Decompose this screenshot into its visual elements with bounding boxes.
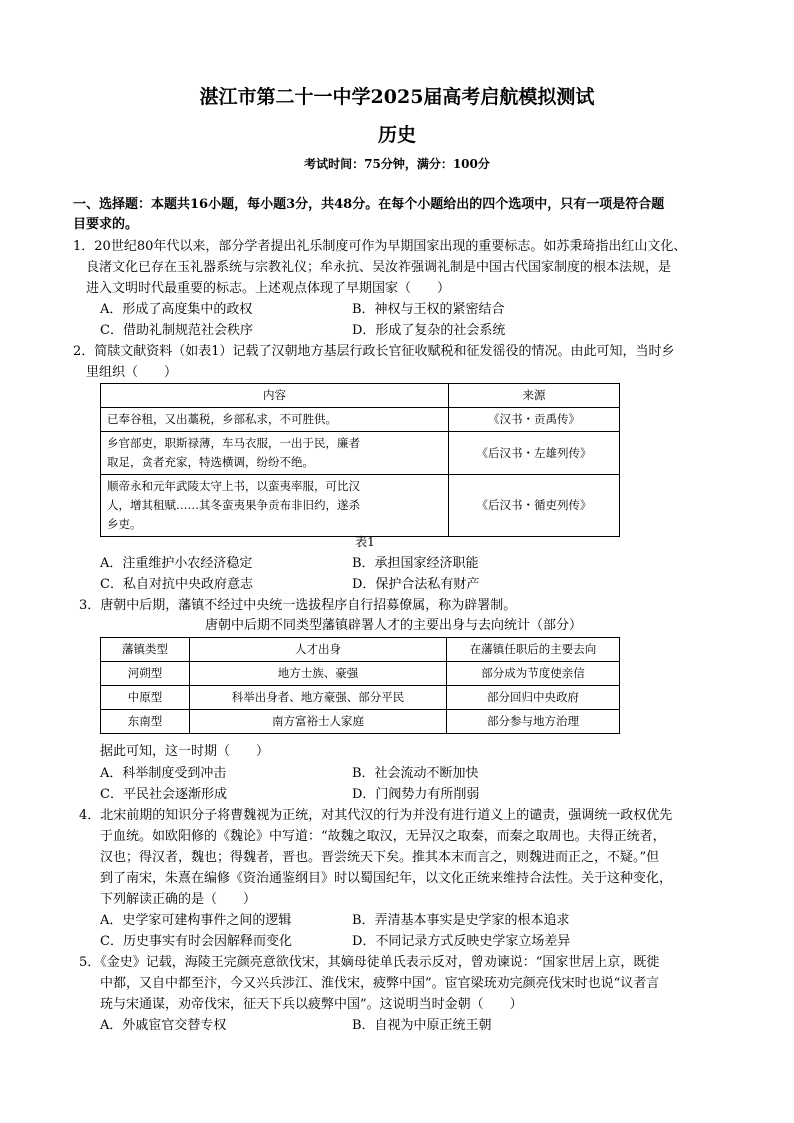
q1-option-b: B．神权与王权的紧密结合 bbox=[352, 302, 505, 317]
cell-line: 乡吏。 bbox=[107, 517, 142, 531]
q1-option-a: A．形成了高度集中的政权 bbox=[100, 302, 253, 317]
table-cell-content bbox=[101, 475, 449, 537]
table-cell: 部分成为节度使亲信 bbox=[447, 662, 620, 686]
q4-stem-line3: 汉也；得汉者，魏也；得魏者，晋也。晋尝统天下矣。推其本末而言之，则魏进而正之，不疑。”但 bbox=[100, 850, 660, 865]
q3-option-c: C．平民社会逐渐形成 bbox=[100, 787, 227, 802]
q3-option-d: D．门阀势力有所削弱 bbox=[352, 787, 480, 802]
table-header-row bbox=[101, 638, 620, 662]
cell-line: 取足，贪者充家，特选横调，纷纷不绝。 bbox=[107, 455, 314, 469]
q5-option-a: A．外戚宦官交替专权 bbox=[100, 1018, 227, 1033]
q2-table bbox=[100, 383, 620, 537]
table-header-cell: 内容 bbox=[101, 384, 449, 408]
table-cell: 部分回归中央政府 bbox=[447, 686, 620, 710]
q3-table bbox=[100, 637, 620, 734]
table-cell: 科举出身者、地方豪强、部分平民 bbox=[190, 686, 447, 710]
q1-stem-line3: 进入文明时代最重要的标志。上述观点体现了早期国家（ ） bbox=[86, 281, 451, 296]
q4-stem-line1: 4．北宋前期的知识分子将曹魏视为正统，对其代汉的行为并没有进行道义上的谴责，强调统一政权优先 bbox=[79, 808, 673, 823]
table-row bbox=[101, 686, 620, 710]
table-cell-content bbox=[101, 432, 449, 475]
q1-stem-line1: 1．20世纪80年代以来，部分学者提出礼乐制度可作为早期国家出现的重要标志。如苏秉琦指出红山文化、 bbox=[73, 239, 687, 254]
q1-stem-line2: 良渚文化已存在玉礼器系统与宗教礼仪；牟永抗、吴汝祚强调礼制是中国古代国家制度的根本法规，是 bbox=[86, 260, 672, 275]
q2-option-b: B．承担国家经济职能 bbox=[352, 556, 479, 571]
table-header-cell: 藩镇类型 bbox=[101, 638, 190, 662]
q3-option-a: A．科举制度受到冲击 bbox=[100, 766, 227, 781]
table-header-cell: 在藩镇任职后的主要去向 bbox=[447, 638, 620, 662]
q2-option-d: D．保护合法私有财产 bbox=[352, 577, 480, 592]
table-cell: 南方富裕士人家庭 bbox=[190, 710, 447, 734]
table-row bbox=[101, 710, 620, 734]
cell-line: 顺帝永和元年武陵太守上书，以蛮夷率服，可比汉 bbox=[107, 479, 360, 493]
q3-table-title: 唐朝中后期不同类型藩镇辟署人才的主要出身与去向统计（部分） bbox=[205, 618, 583, 633]
q4-stem-line2: 于血统。如欧阳修的《魏论》中写道：“故魏之取汉，无异汉之取秦，而秦之取周也。夫得正统者， bbox=[100, 829, 666, 844]
q3-option-b: B．社会流动不断加快 bbox=[352, 766, 479, 781]
cell-line: 乡官部吏，职斯禄薄，车马衣服，一出于民，廉者 bbox=[107, 436, 360, 450]
table-row bbox=[101, 432, 620, 475]
q1-option-d: D．形成了复杂的社会系统 bbox=[352, 323, 506, 338]
q5-option-b: B．自视为中原正统王朝 bbox=[352, 1018, 492, 1033]
q2-option-a: A．注重维护小农经济稳定 bbox=[100, 556, 253, 571]
table-cell-source: 《汉书・贡禹传》 bbox=[449, 408, 620, 432]
table-row bbox=[101, 662, 620, 686]
cell-line: 人，增其租赋……其冬蛮夷果争贡布非旧约，遂杀 bbox=[107, 498, 360, 512]
subject-title: 历史 bbox=[377, 124, 416, 146]
table-header-cell: 人才出身 bbox=[190, 638, 447, 662]
q4-stem-line4: 到了南宋，朱熹在编修《资治通鉴纲目》时以蜀国纪年，以文化正统来维持合法性。关于这种变化， bbox=[100, 871, 673, 886]
table-row bbox=[101, 475, 620, 537]
table-cell-source: 《后汉书・左雄列传》 bbox=[449, 432, 620, 475]
q3-stem-line2: 据此可知，这一时期（ ） bbox=[100, 744, 270, 759]
table-header-row bbox=[101, 384, 620, 408]
cell-line: 已奉谷租，又出藁税，乡部私求，不可胜供。 bbox=[107, 412, 337, 426]
q4-option-b: B．弄清基本事实是史学家的根本追求 bbox=[352, 913, 570, 928]
table-cell: 地方士族、豪强 bbox=[190, 662, 447, 686]
section-intro-line1: 一、选择题：本题共16小题，每小题3分，共48分。在每个小题给出的四个选项中，只有一项是符合题 bbox=[73, 197, 665, 212]
table-cell: 河朔型 bbox=[101, 662, 190, 686]
q3-stem-line1: 3．唐朝中后期，藩镇不经过中央统一选拔程序自行招募僚属，称为辟署制。 bbox=[79, 598, 517, 613]
table-row bbox=[101, 408, 620, 432]
q4-option-d: D．不同记录方式反映史学家立场差异 bbox=[352, 934, 571, 949]
exam-info: 考试时间：75分钟，满分：100分 bbox=[304, 157, 490, 171]
table-cell: 东南型 bbox=[101, 710, 190, 734]
q5-stem-line1: 5．《金史》记载，海陵王完颜亮意欲伐宋，其嫡母徒单氏表示反对，曾劝谏说：“国家世居上京，既徙 bbox=[79, 955, 660, 970]
q2-stem-line2: 里组织（ ） bbox=[86, 365, 178, 380]
section-intro-line2: 目要求的。 bbox=[73, 217, 139, 232]
q5-stem-line2: 中都，又自中都至汴，今又兴兵涉江、淮伐宋，疲弊中国”。宦官梁珫劝完颜亮伐宋时也说“议者言 bbox=[100, 976, 660, 991]
q2-option-c: C．私自对抗中央政府意志 bbox=[100, 577, 253, 592]
q4-option-c: C．历史事实有时会因解释而变化 bbox=[100, 934, 292, 949]
exam-title: 湛江市第二十一中学2025届高考启航模拟测试 bbox=[199, 86, 595, 108]
table-caption: 表1 bbox=[355, 535, 375, 549]
table-cell: 中原型 bbox=[101, 686, 190, 710]
q4-stem-line5: 下列解读正确的是（ ） bbox=[100, 892, 257, 907]
q5-stem-line3: 珫与宋通谋，劝帝伐宋，征天下兵以疲弊中国”。这说明当时金朝（ ） bbox=[100, 997, 523, 1012]
table-cell: 部分参与地方治理 bbox=[447, 710, 620, 734]
q2-stem-line1: 2．简牍文献资料（如表1）记载了汉朝地方基层行政长官征收赋税和征发徭役的情况。由此可知，当时乡 bbox=[73, 344, 675, 359]
q4-option-a: A．史学家可建构事件之间的逻辑 bbox=[100, 913, 292, 928]
table-cell-source: 《后汉书・循吏列传》 bbox=[449, 475, 620, 537]
table-header-cell: 来源 bbox=[449, 384, 620, 408]
q1-option-c: C．借助礼制规范社会秩序 bbox=[100, 323, 253, 338]
table-cell-content bbox=[101, 408, 449, 432]
